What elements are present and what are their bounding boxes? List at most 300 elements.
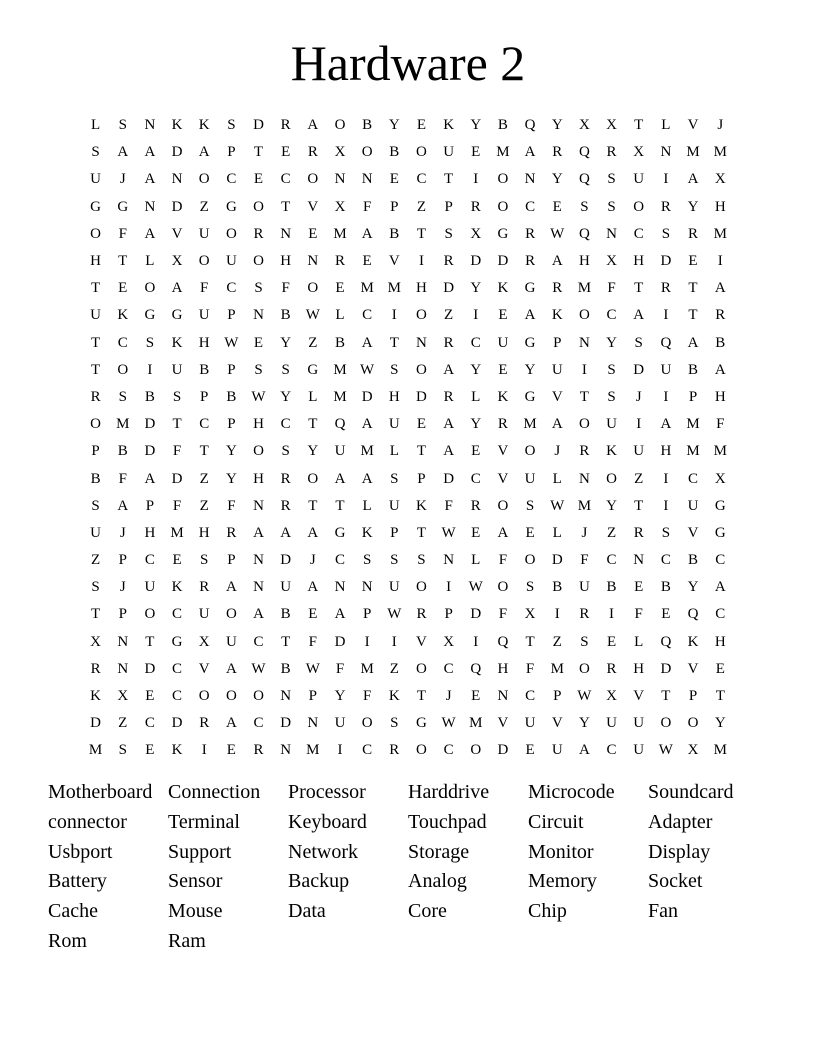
grid-letter: J [309,552,316,569]
grid-letter: R [280,497,291,514]
grid-letter: I [609,606,615,623]
grid-letter: R [552,144,563,161]
grid-letter: Y [606,334,617,351]
grid-letter: I [364,633,370,650]
grid-letter: Q [578,225,590,242]
grid-letter: K [198,117,210,134]
grid-letter: G [334,524,346,541]
word-list-item: Processor [288,781,366,803]
grid-letter: W [360,361,375,378]
grid-letter: C [606,552,617,569]
grid-row [82,438,734,465]
grid-letter: P [227,144,236,161]
grid-letter: Q [687,606,699,623]
grid-letter: U [171,361,183,378]
grid-letter: L [552,524,562,541]
grid-letter: E [498,307,508,324]
grid-letter: K [171,742,183,759]
grid-letter: S [91,497,100,514]
grid-letter: M [360,280,374,297]
word-list-item: Terminal [168,810,240,833]
grid-letter: R [470,198,481,215]
grid-letter: A [144,470,156,487]
grid-letter: U [198,606,210,623]
grid-letter: N [524,171,536,188]
grid-letter: F [281,280,290,297]
grid-row [82,683,734,710]
grid-letter: O [416,742,427,759]
grid-letter: H [578,253,590,270]
grid-letter: A [524,307,536,324]
grid-letter: D [416,388,427,405]
grid-letter: H [144,524,156,541]
grid-letter: M [116,416,130,433]
grid-letter: C [606,742,617,759]
word-list-item: Core [408,900,447,923]
grid-letter: O [497,198,509,215]
grid-row [82,520,734,547]
grid-letter: O [225,225,237,242]
grid-letter: X [687,742,699,759]
grid-letter: M [523,416,537,433]
grid-letter: G [171,633,183,650]
grid-letter: A [687,171,699,188]
grid-letter: S [145,334,155,351]
grid-letter: O [307,171,319,188]
grid-letter: T [688,307,698,324]
grid-letter: S [444,225,453,242]
grid-letter: N [117,660,129,677]
grid-letter: M [333,361,347,378]
grid-letter: R [579,606,590,623]
grid-letter: F [118,470,127,487]
grid-letter: E [688,253,698,270]
grid-letter: K [497,280,509,297]
grid-letter: J [119,171,126,188]
grid-letter: S [390,361,399,378]
grid-letter: O [117,361,129,378]
grid-letter: T [579,388,589,405]
grid-letter: O [90,225,101,242]
grid-letter: I [473,171,479,188]
grid-letter: M [333,225,347,242]
grid-letter: R [443,388,454,405]
grid-letter: I [337,742,343,759]
grid-letter: D [280,715,292,732]
grid-letter: E [416,117,427,134]
grid-letter: E [606,633,617,650]
grid-letter: N [416,334,427,351]
grid-letter: C [362,307,373,324]
grid-letter: Q [578,144,590,161]
grid-letter: Z [90,552,101,569]
grid-letter: Y [687,579,699,596]
grid-letter: V [687,524,699,541]
grid-letter: H [280,253,292,270]
grid-letter: A [225,660,237,677]
grid-letter: T [634,117,644,134]
grid-letter: D [90,715,101,732]
word-list-item: Support [168,840,232,863]
grid-letter: Z [389,660,399,677]
grid-letter: R [660,280,671,297]
grid-letter: E [308,225,318,242]
grid-letter: K [551,307,563,324]
grid-letter: C [525,688,536,705]
grid-letter: O [307,280,319,297]
grid-letter: A [253,606,264,623]
grid-letter: A [171,280,183,297]
grid-letter: O [225,606,237,623]
grid-letter: T [416,524,427,541]
grid-letter: K [171,117,183,134]
grid-letter: O [361,144,373,161]
grid-letter: U [280,579,292,596]
page-title: Hardware 2 [290,35,526,91]
grid-letter: S [91,579,100,596]
grid-letter: I [201,742,207,759]
grid-letter: H [497,660,509,677]
grid-letter: D [171,715,183,732]
grid-letter: K [416,497,427,514]
grid-letter: U [90,307,101,324]
grid-letter: E [145,688,155,705]
grid-letter: Y [225,443,237,460]
grid-letter: H [416,280,427,297]
grid-letter: A [578,742,590,759]
grid-letter: X [117,688,129,705]
grid-letter: P [227,361,236,378]
grid-letter: G [714,524,726,541]
grid-letter: N [307,715,319,732]
grid-letter: X [578,117,590,134]
grid-letter: B [280,307,291,324]
grid-letter: I [663,171,669,188]
grid-letter: D [470,606,482,623]
grid-letter: N [144,198,156,215]
grid-letter: R [416,606,427,623]
grid-letter: U [524,470,536,487]
grid-letter: A [144,144,156,161]
grid-letter: F [716,416,725,433]
grid-letter: A [551,253,563,270]
grid-letter: O [416,361,427,378]
grid-letter: V [497,715,509,732]
grid-letter: D [171,144,183,161]
grid-letter: H [633,253,645,270]
grid-letter: C [144,715,155,732]
word-list-item: Soundcard [648,781,734,803]
grid-letter: I [147,361,153,378]
grid-letter: O [470,742,482,759]
word-list-item: Data [288,900,326,923]
grid-letter: Y [307,443,319,460]
grid-letter: P [417,470,426,487]
grid-letter: P [390,524,399,541]
grid-letter: B [144,388,155,405]
grid-letter: S [661,225,671,242]
grid-letter: X [606,117,617,134]
grid-letter: M [577,280,592,297]
grid-letter: Y [551,171,563,188]
grid-letter: G [416,715,427,732]
grid-letter: S [281,361,290,378]
grid-letter: O [578,416,590,433]
grid-letter: F [580,552,589,569]
grid-letter: X [90,633,101,650]
grid-letter: G [524,334,536,351]
grid-letter: T [634,280,644,297]
grid-letter: H [633,660,645,677]
grid-letter: S [390,715,399,732]
grid-letter: C [334,552,345,569]
grid-letter: N [117,633,129,650]
grid-row [82,465,734,492]
grid-letter: T [172,416,182,433]
grid-letter: S [661,524,671,541]
grid-letter: O [524,443,536,460]
grid-letter: S [634,334,643,351]
grid-row [82,547,734,574]
grid-letter: T [90,361,101,378]
grid-letter: Z [634,470,644,487]
grid-letter: X [443,633,455,650]
grid-letter: U [144,579,156,596]
grid-letter: I [473,633,479,650]
grid-letter: B [688,361,699,378]
grid-letter: O [307,470,319,487]
grid-letter: N [633,552,645,569]
grid-letter: S [525,497,535,514]
grid-letter: R [389,742,400,759]
grid-letter: Q [524,117,536,134]
grid-letter: L [90,117,101,134]
grid-letter: Q [660,334,672,351]
grid-letter: A [714,579,726,596]
grid-letter: P [362,606,372,623]
grid-letter: R [199,579,210,596]
grid-letter: R [633,524,644,541]
grid-letter: A [633,307,645,324]
grid-letter: W [468,579,483,596]
grid-letter: C [199,416,210,433]
grid-letter: H [660,443,672,460]
grid-letter: X [334,144,346,161]
grid-letter: B [362,117,373,134]
grid-letter: F [172,497,182,514]
grid-letter: N [606,225,617,242]
grid-letter: B [117,443,128,460]
grid-letter: F [335,660,345,677]
grid-letter: R [90,660,101,677]
grid-letter: I [663,470,669,487]
grid-letter: J [445,688,452,705]
grid-letter: O [416,579,427,596]
grid-letter: T [715,688,725,705]
grid-letter: D [443,470,455,487]
grid-letter: D [497,742,509,759]
grid-letter: V [497,470,509,487]
word-list-item: Monitor [528,840,594,863]
grid-letter: W [577,688,592,705]
grid-letter: E [226,742,236,759]
grid-letter: R [525,253,536,270]
grid-letter: C [660,552,671,569]
grid-letter: K [443,117,455,134]
grid-letter: X [714,470,726,487]
grid-letter: T [90,334,101,351]
grid-letter: D [497,253,509,270]
grid-letter: T [308,416,318,433]
grid-letter: A [334,470,346,487]
grid-letter: K [90,688,101,705]
word-list-item: Mouse [168,900,223,923]
grid-letter: T [688,280,698,297]
grid-letter: R [307,144,318,161]
grid-letter: M [333,388,347,405]
grid-letter: D [334,633,346,650]
grid-letter: G [90,198,101,215]
grid-letter: A [225,715,237,732]
grid-letter: K [687,633,699,650]
grid-letter: D [253,117,264,134]
grid-letter: I [391,633,397,650]
grid-letter: N [253,579,264,596]
grid-letter: P [118,606,127,623]
grid-letter: H [253,470,264,487]
grid-letter: E [416,416,427,433]
grid-letter: U [90,171,101,188]
grid-letter: E [471,443,481,460]
grid-letter: D [171,198,183,215]
grid-letter: A [361,470,373,487]
grid-letter: R [280,117,291,134]
grid-letter: W [387,606,402,623]
grid-letter: U [633,715,645,732]
grid-letter: A [443,443,455,460]
grid-letter: J [717,117,724,134]
grid-letter: B [552,579,563,596]
grid-letter: I [663,307,669,324]
grid-letter: A [198,144,210,161]
grid-letter: U [388,497,400,514]
grid-letter: P [200,388,209,405]
grid-letter: S [200,552,209,569]
grid-letter: L [661,117,671,134]
grid-letter: S [580,198,589,215]
grid-letter: E [335,280,345,297]
grid-letter: T [634,497,644,514]
grid-letter: G [307,361,319,378]
grid-letter: O [578,307,590,324]
grid-row [82,384,734,411]
grid-letter: U [633,443,645,460]
grid-letter: P [688,688,698,705]
grid-letter: I [663,497,669,514]
grid-letter: T [253,144,264,161]
grid-letter: R [443,334,454,351]
grid-letter: S [390,470,399,487]
grid-letter: O [198,253,210,270]
grid-letter: F [444,497,453,514]
grid-letter: J [635,388,642,405]
grid-letter: T [90,606,101,623]
grid-letter: I [663,388,669,405]
grid-letter: N [334,171,346,188]
grid-letter: S [607,361,616,378]
grid-letter: M [686,416,700,433]
grid-letter: A [307,579,319,596]
grid-letter: N [280,742,292,759]
grid-letter: O [90,416,101,433]
grid-letter: P [91,443,100,460]
grid-letter: V [551,388,563,405]
grid-letter: X [334,198,346,215]
grid-letter: D [144,660,156,677]
grid-letter: O [253,198,264,215]
grid-letter: U [633,171,645,188]
grid-letter: T [389,334,399,351]
word-list-item: Battery [48,870,107,893]
grid-letter: A [443,361,455,378]
grid-letter: T [118,253,128,270]
grid-letter: L [552,470,562,487]
word-list-item: Touchpad [408,810,487,833]
grid-letter: Y [470,117,482,134]
grid-letter: C [715,606,726,623]
grid-letter: A [361,334,373,351]
grid-letter: A [361,416,373,433]
grid-letter: B [715,334,726,351]
grid-letter: G [171,307,183,324]
grid-row [82,275,734,302]
grid-letter: O [225,688,237,705]
grid-letter: Y [334,688,346,705]
word-list-item: Rom [48,929,87,952]
word-list-item: Memory [528,870,597,893]
word-list-item: Backup [288,870,350,893]
grid-letter: L [634,633,644,650]
grid-letter: R [470,497,481,514]
grid-letter: Z [416,198,427,215]
grid-letter: U [578,579,590,596]
grid-letter: T [416,443,427,460]
grid-row [82,357,734,384]
grid-letter: S [254,280,263,297]
grid-letter: M [360,443,374,460]
grid-letter: D [171,470,183,487]
grid-letter: O [660,715,672,732]
grid-letter: A [117,497,129,514]
grid-letter: B [688,552,699,569]
grid-letter: W [305,307,320,324]
grid-letter: U [334,715,346,732]
grid-letter: O [687,715,699,732]
grid-letter: T [661,688,671,705]
grid-letter: R [579,443,590,460]
word-list-item: Analog [408,870,467,893]
grid-letter: Y [470,416,482,433]
grid-letter: D [470,253,482,270]
grid-letter: F [525,660,535,677]
grid-letter: B [226,388,237,405]
grid-letter: Z [199,198,209,215]
word-list-item: Microcode [528,781,615,803]
grid-letter: Z [199,497,209,514]
grid-letter: R [226,524,237,541]
grid-letter: O [633,198,645,215]
grid-letter: C [280,171,291,188]
